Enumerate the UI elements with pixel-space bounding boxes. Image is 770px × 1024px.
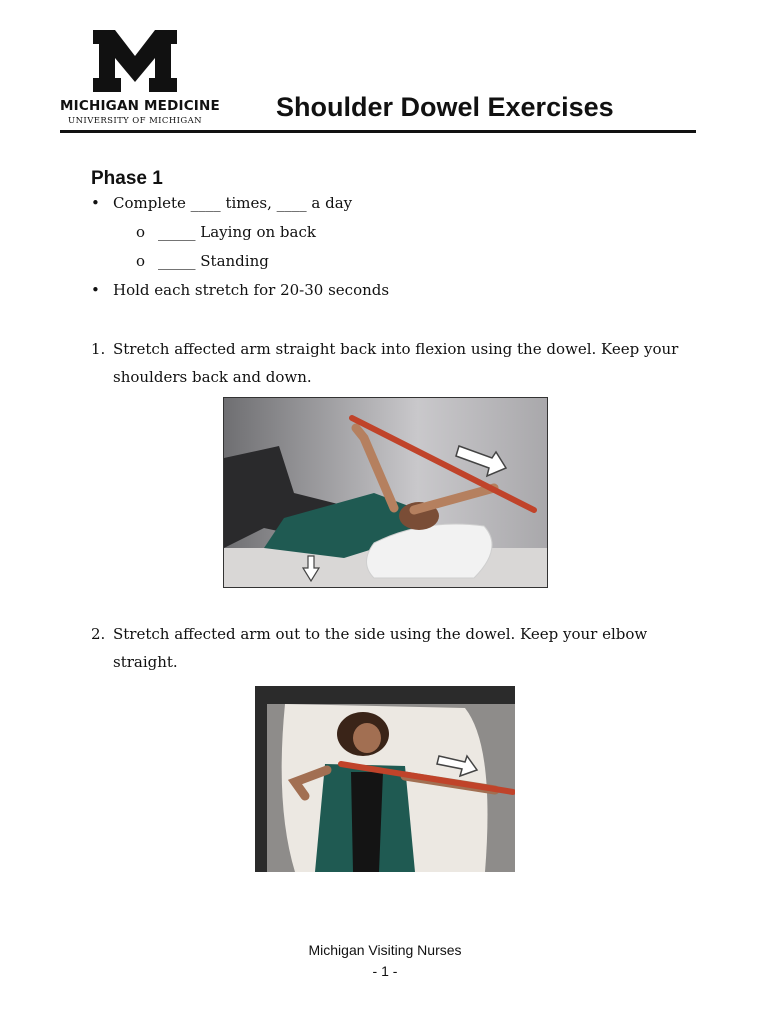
exercise-number: 1. [91,340,106,358]
exercise-instruction-line: Stretch affected arm straight back into flexion using the dowel. Keep your [113,340,679,358]
exercise-number: 2. [91,625,106,643]
bullet-text: Complete ____ times, ____ a day [113,194,353,212]
logo-line-michigan-medicine: MICHIGAN MEDICINE [60,98,220,114]
sub-bullet-text: _____ Standing [158,252,269,270]
exercise-instruction-line: straight. [113,653,178,671]
exercise-instruction-line: shoulders back and down. [113,368,312,386]
document-title: Shoulder Dowel Exercises [276,92,614,122]
exercise-photo-abduction [255,686,515,872]
logo-line-university: UNIVERSITY OF MICHIGAN [68,116,202,126]
page-number: - 1 - [372,963,398,979]
bullet-text: Hold each stretch for 20-30 seconds [113,281,390,299]
block-m-icon [93,30,177,92]
phase-heading: Phase 1 [91,168,163,189]
exercise-instruction-line: Stretch affected arm out to the side using the dowel. Keep your elbow [113,625,648,643]
circle-bullet-icon: o [136,223,146,241]
footer-organization: Michigan Visiting Nurses [308,942,462,958]
bullet-dot-icon: • [91,194,100,212]
title-divider [60,130,696,133]
bullet-dot-icon: • [91,281,100,299]
circle-bullet-icon: o [136,252,146,270]
sub-bullet-text: _____ Laying on back [158,223,316,241]
exercise-photo-flexion [223,397,548,588]
